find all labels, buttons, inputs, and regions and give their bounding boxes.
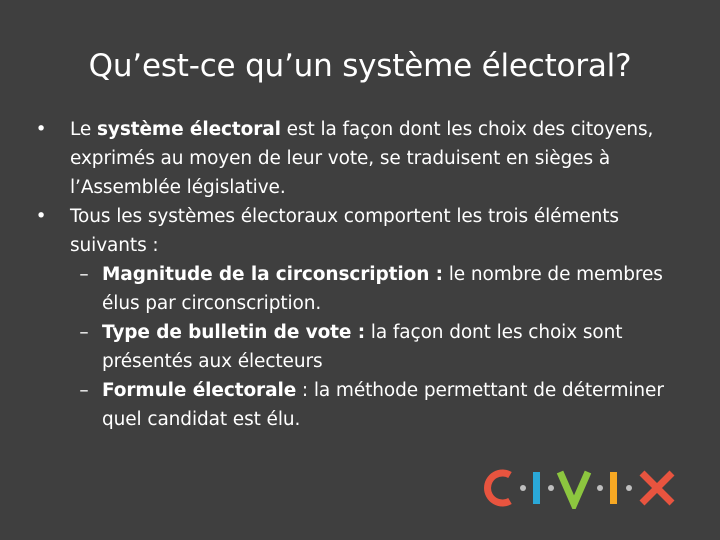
bullet-lead-text: Le	[70, 119, 97, 140]
sub-bullet-ballot-type	[28, 318, 688, 376]
logo-letter-i	[610, 472, 617, 504]
bullet-text: Tous les systèmes électoraux comportent les trois éléments suivants :	[70, 206, 619, 256]
logo-dot	[597, 485, 603, 491]
bullet-item-three-elements	[28, 202, 688, 260]
logo-dot	[520, 485, 526, 491]
sub-bullet-bold-text: Formule électorale	[102, 380, 297, 401]
logo-letter-v	[560, 472, 588, 504]
bullet-item-electoral-system	[28, 115, 688, 202]
sub-bullet-rest-text: : la méthode permettant de déterminer quel candidat est élu.	[102, 380, 664, 430]
logo-dot	[626, 485, 632, 491]
sub-bullet-bold-text: Type de bulletin de vote :	[102, 322, 366, 343]
sub-bullet-bold-text: Magnitude de la circonscription :	[102, 264, 443, 285]
sub-bullet-magnitude	[28, 260, 688, 318]
bullet-rest-text: est la façon dont les choix des citoyens, exprimés au moyen de leur vote, se traduisent en sièges à l’Assemblée législative.	[70, 119, 654, 198]
sub-bullet-electoral-formula	[28, 376, 688, 434]
logo-dot	[548, 485, 554, 491]
logo-letter-c	[488, 473, 510, 503]
bullet-bold-text: système électoral	[96, 119, 281, 140]
logo-letter-x	[642, 473, 672, 503]
sub-bullet-marker: –	[79, 322, 89, 343]
slide-title: Qu’est-ce qu’un système électoral?	[88, 48, 632, 84]
sub-bullet-marker: –	[79, 264, 89, 285]
logo-letter-i	[533, 472, 540, 504]
bullet-marker: •	[35, 119, 47, 140]
sub-bullet-rest-text: le nombre de membres élus par circonscription.	[102, 264, 663, 314]
slide-body	[28, 115, 688, 434]
sub-bullet-marker: –	[79, 380, 89, 401]
civix-logo	[480, 467, 690, 509]
sub-bullet-rest-text: la façon dont les choix sont présentés aux électeurs	[102, 322, 623, 372]
bullet-marker: •	[35, 206, 47, 227]
